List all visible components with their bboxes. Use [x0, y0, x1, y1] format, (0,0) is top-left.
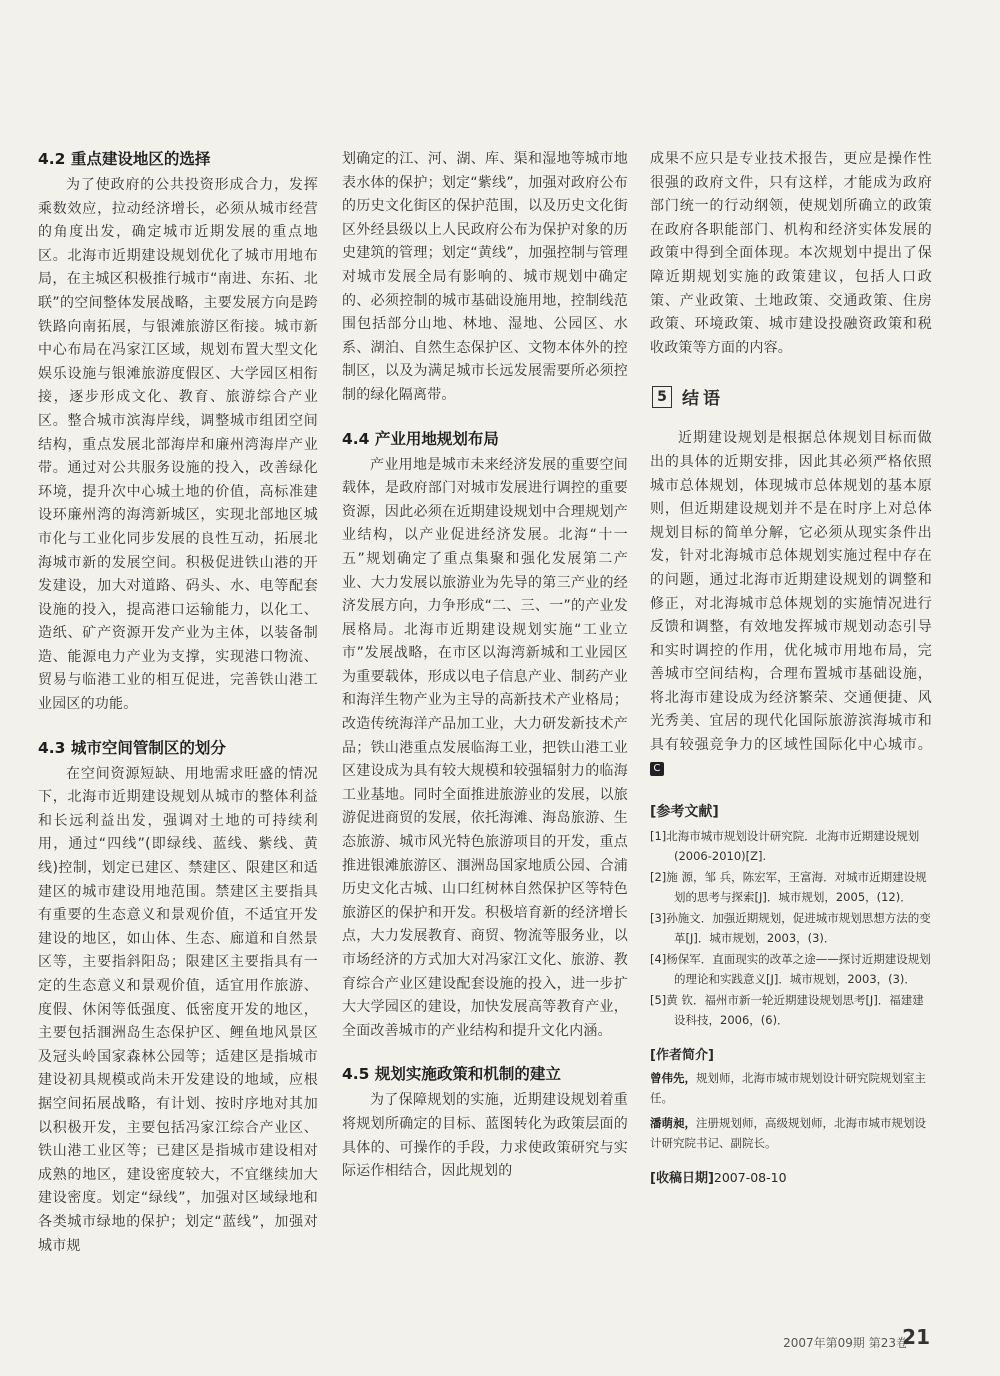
author-2-name: 潘萌昶， [650, 1116, 696, 1131]
section-heading-4-3: 4.3 城市空间管制区的划分 [38, 738, 226, 757]
author-1-name: 曾伟先， [650, 1071, 696, 1086]
reference-item: [5]黄 钦．福州市新一轮近期建设规划思考[J]．福建建设科技，2006，(6)． [650, 993, 924, 1027]
page-number: 21 [902, 1325, 930, 1349]
reference-item: [4]杨保军．直面现实的改革之途——探讨近期建设规划的理论和实践意义[J]．城市规划，2003，(3)． [650, 952, 931, 986]
paragraph-4-2: 为了使政府的公共投资形成合力，发挥乘数效应，拉动经济增长，必须从城市经营的角度出发，确定城市近期发展的重点地区。北海市近期建设规划优化了城市用地布局，在主城区积极推行城市“南进、东拓、北联”的空间整体发展战略，主要发展方向是跨铁路向南拓展，与银滩旅游区衔接。城市新中心布局在冯家江区域，规划布置大型文化娱乐设施与银滩旅游度假区、大学园区相衔接，逐步形成文化、教育、旅游综合产业区。整合城市滨海岸线，调整城市组团空间结构，重点发展北部海岸和廉州湾海岸产业带。通过对公共服务设施的投入，改善绿化环境，提升次中心城土地的价值，高标准建设环廉州湾的海湾新城区，实现北部地区城市化与工业化同步发展的良性互动，拓展北海城市新的发展空间。积极促进铁山港的开发建设，加大对道路、码头、水、电等配套设施的投入，提高港口运输能力，以化工、造纸、矿产资源开发产业为主体，以装备制造、能源电力产业为支撑，实现港口物流、贸易与临港工业的相互促进，完善铁山港工业园区的功能。 [38, 177, 318, 713]
received-date [650, 1167, 932, 1186]
section-heading-4-2: 4.2 重点建设地区的选择 [38, 150, 211, 168]
author-2-desc: 注册规划师，高级规划师，北海市城市规划设计研究院书记、副院长。 [650, 1116, 926, 1150]
column-1 [38, 148, 318, 1258]
reference-item: [2]施 源，邹 兵，陈宏军，王富海．对城市近期建设规划的思考与探索[J]．城市规划，2005，(12)． [650, 870, 927, 904]
received-date-value: 2007-08-10 [713, 1170, 787, 1186]
paragraph-4-3-continued: 划确定的江、河、湖、库、渠和湿地等城市地表水体的保护；划定“紫线”，加强对政府公布的历史文化街区的保护范围，以及历史文化街区外经县级以上人民政府公布为保护对象的历史建筑的管理；划定“黄线”，加强控制与管理对城市发展全局有影响的、城市规划中确定的、必须控制的城市基础设施用地，控制线范围包括部分山地、林地、湿地、公园区、水系、湖泊、自然生态保护区、文物本体外的控制区，以及为满足城市长远发展需要所必须控制的绿化隔离带。 [342, 151, 628, 403]
references-heading: [参考文献] [650, 804, 719, 821]
end-mark-icon: C [650, 762, 664, 776]
paragraph-4-3: 在空间资源短缺、用地需求旺盛的情况下，北海市近期建设规划从城市的整体利益和长远利益出发，强调对土地的可持续利用，通过“四线”(即绿线、蓝线、紫线、黄线)控制，划定已建区、禁建区、限建区和适建区的城市建设用地范围。禁建区主要指具有重要的生态意义和景观价值，不适宜开发建设的地区，如山体、生态、廊道和自然景区等，主要指斜阳岛；限建区主要指具有一定的生态意义和景观价值，适宜用作旅游、度假、休闲等低强度、低密度开发的地区，主要包括涠洲岛生态保护区、鲤鱼地风景区及冠头岭国家森林公园等；适建区是指城市建设初具规模或尚未开发建设的地域，应根据空间拓展战略，有计划、按时序地对其加以积极开发，主要包括冯家江综合产业区、铁山港工业区等；已建区是指城市建设相对成熟的地区，建设密度较大，不宜继续加大建设密度。划定“绿线”，加强对区域绿地和各类城市绿地的保护；划定“蓝线”，加强对城市规 [38, 765, 318, 1254]
paragraph-4-5-continued: 成果不应只是专业技术报告，更应是操作性很强的政府文件，只有这样，才能成为政府部门统一的行动纲领，使规划所确立的政策在政府各职能部门、机构和经济实体发展的政策中得到全面体现。本次规划中提出了保障近期规划实施的政策建议，包括人口政策、产业政策、土地政策、交通政策、住房政策、环境政策、城市建设投融资政策和税收政策等方面的内容。 [650, 151, 932, 356]
section-title-text: 结语 [682, 389, 724, 410]
author-heading: [作者简介] [650, 1048, 714, 1064]
conclusion-paragraph [650, 427, 932, 781]
paragraph-4-4: 产业用地是城市未来经济发展的重要空间载体，是政府部门对城市发展进行调控的重要资源，因此必须在近期建设规划中合理规划产业结构，以产业促进经济发展。北海“十一五”规划确定了重点集聚和强化发展第二产业、大力发展以旅游业为先导的第三产业的经济发展方向，力争形成“二、三、一”的产业发展格局。北海市近期建设规划实施“工业立市”发展战略，在市区以海湾新城和工业园区为重要载体，形成以电子信息产业、制药产业和海洋生物产业为主导的高新技术产业格局；改造传统海洋产品加工业，大力研发新技术产品；铁山港重点发展临海工业，把铁山港工业区建设成为具有较大规模和较强辐射力的临海工业基地。同时全面推进旅游业的发展，以旅游促进商贸的发展，依托海滩、海岛旅游、生态旅游、城市风光特色旅游项目的开发，重点推进银滩旅游区、涠洲岛国家地质公园、合浦历史文化古城、山口红树林自然保护区等特色旅游区的保护和开发。积极培育新的经济增长点，大力发展教育、商贸、物流等服务业，以市场经济的方式加大对冯家江文化、旅游、教育综合产业区建设配套设施的投入，进一步扩大大学园区的建设，加快发展高等教育产业，全面改善城市的产业结构和提升文化内涵。 [342, 456, 628, 1039]
received-label: [收稿日期] [650, 1171, 714, 1187]
section-heading-4-5: 4.5 规划实施政策和机制的建立 [342, 1065, 561, 1084]
paragraph-4-5: 为了保障规划的实施，近期建设规划着重将规划所确定的目标、蓝图转化为政策层面的具体的、可操作的手段，力求使政策研究与实际运作相结合，因此规划的 [342, 1092, 628, 1180]
section-title-5 [650, 384, 932, 409]
reference-item: [3]孙施文．加强近期规划，促进城市规划思想方法的变革[J]．城市规划，2003，(3)． [650, 911, 931, 945]
column-3 [650, 148, 932, 1186]
author-1-desc: 规划师，北海市城市规划设计研究院规划室主任。 [650, 1071, 926, 1105]
author-1 [650, 1069, 932, 1108]
section-heading-4-4: 4.4 产业用地规划布局 [342, 429, 499, 448]
reference-item: [1]北海市城市规划设计研究院．北海市近期建设规划(2006-2010)[Z]. [650, 829, 920, 863]
section-number-box: 5 [652, 386, 672, 408]
conclusion-text: 近期建设规划是根据总体规划目标而做出的具体的近期安排，因此其必须严格依照城市总体规划，体现城市总体规划的基本原则，但近期建设规划并不是在时序上对总体规划目标的简单分解，它必须从现实条件出发，针对北海城市总体规划实施过程中存在的问题，通过北海市近期建设规划的调整和修正，对北海城市总体规划的实施情况进行反馈和调整，有效地发挥城市规划动态引导和实时调控的作用，优化城市用地布局，完善城市空间结构，合理布置城市基础设施，将北海市建设成为经济繁荣、交通便捷、风光秀美、宜居的现代化国际旅游滨海城市和具有较强竞争力的区域性国际化中心城市。 [650, 430, 932, 754]
issue-info: 2007年第09期 第23卷 [783, 1336, 908, 1350]
references-list [650, 827, 932, 1030]
author-2 [650, 1114, 932, 1153]
column-2 [342, 148, 628, 1184]
